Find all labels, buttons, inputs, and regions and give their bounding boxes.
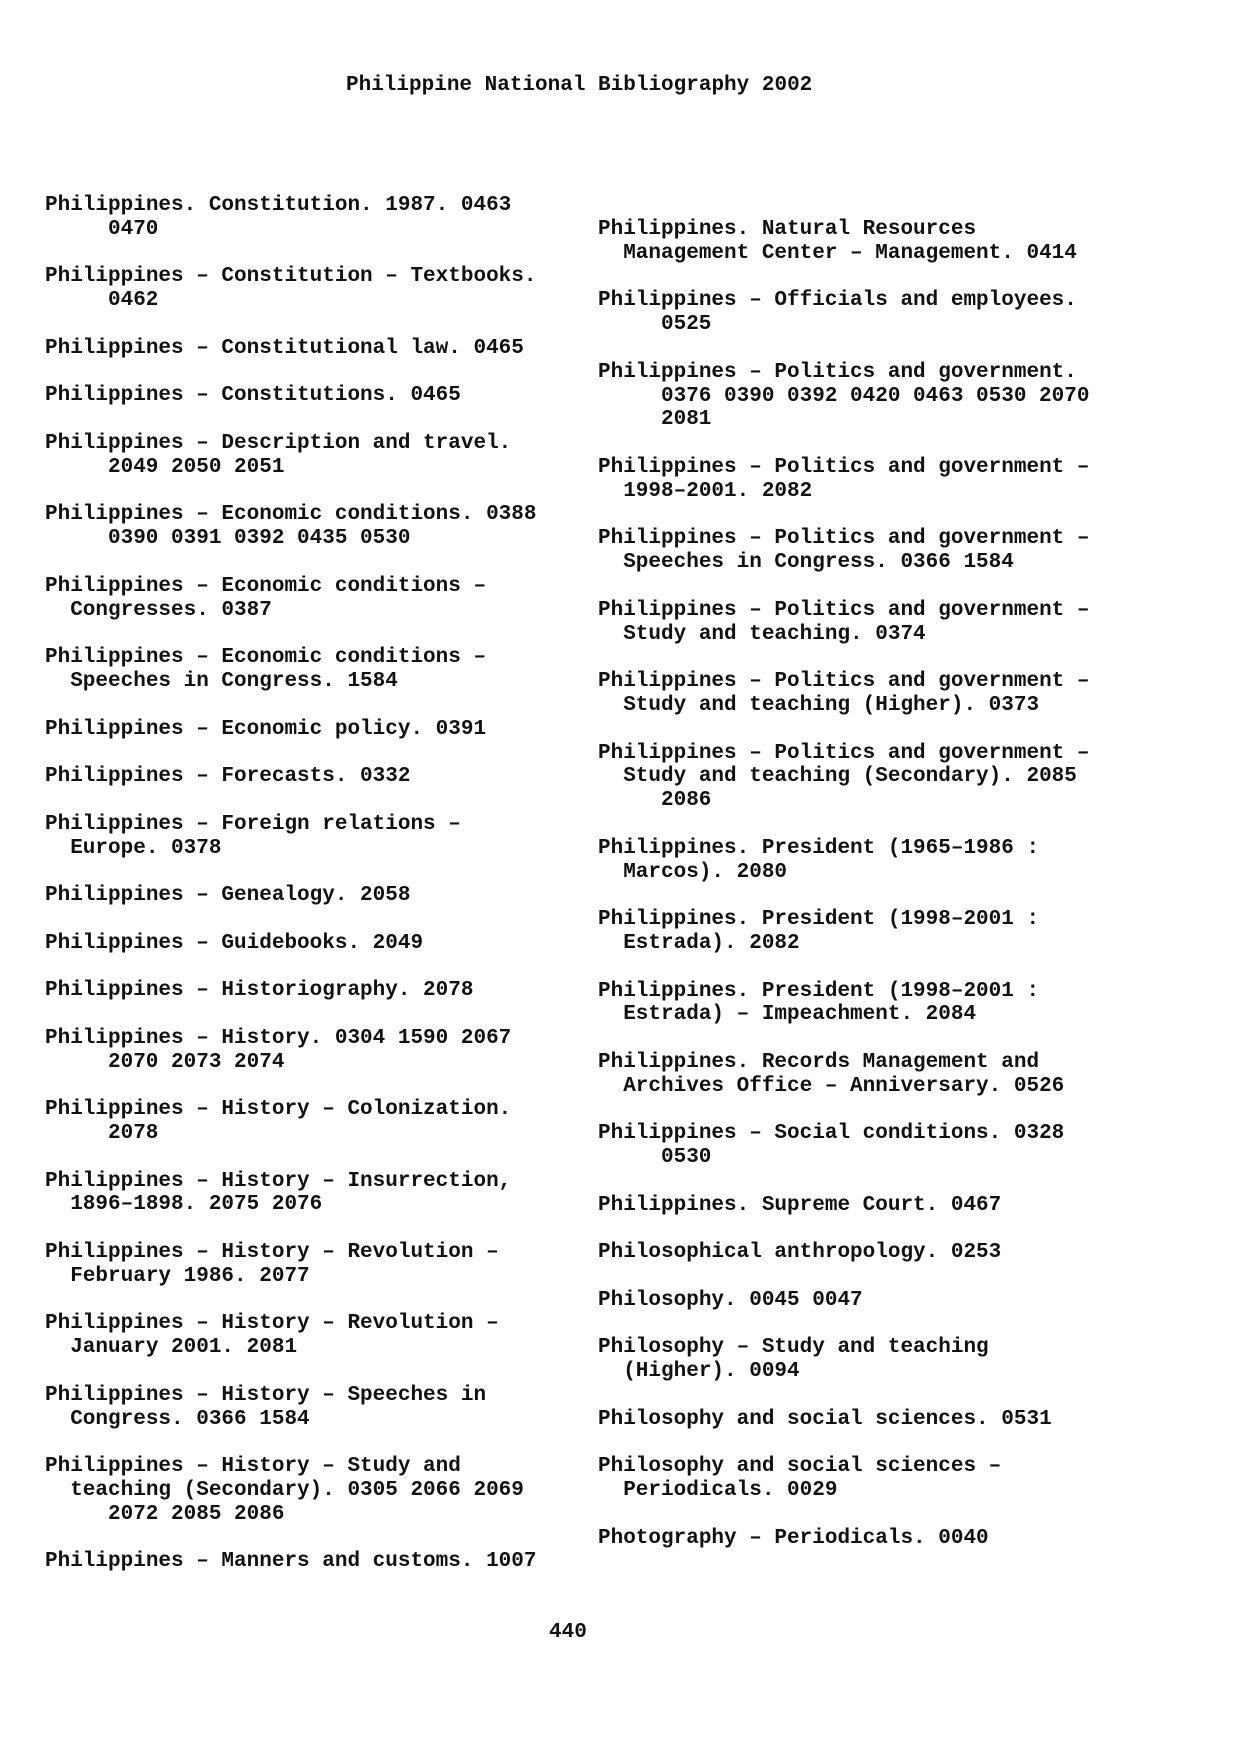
index-entry	[598, 456, 1089, 504]
entry-heading-line: Philippines – Economic conditions. 0388	[45, 503, 537, 527]
entry-heading-line: Philippines – Historiography. 2078	[45, 979, 474, 1003]
entry-continuation-line: Management Center – Management. 0414	[623, 241, 1077, 265]
index-entry	[598, 599, 1089, 647]
entry-heading-line: Philippines. President (1965–1986 :	[598, 836, 1040, 860]
entry-continuation-line: Study and teaching (Higher). 0373	[623, 693, 1040, 717]
index-entry	[45, 265, 536, 313]
index-entry	[45, 932, 536, 956]
entry-continuation-line: 0530	[661, 1146, 712, 1170]
entry-heading-line: Philippines – Constitution – Textbooks.	[45, 265, 537, 289]
entry-heading-line: Philippines – History – Speeches in	[45, 1383, 487, 1407]
index-entry	[598, 361, 1089, 432]
index-entry	[45, 1455, 536, 1526]
running-header-title: Philippine National Bibliography 2002	[346, 74, 813, 97]
index-entry	[45, 1312, 536, 1360]
entry-heading-line: Philippines. Records Management and	[598, 1050, 1040, 1074]
index-entry	[45, 1027, 536, 1075]
entry-continuation-line: (Higher). 0094	[623, 1360, 800, 1384]
index-entry	[45, 337, 536, 361]
index-entry	[45, 813, 536, 861]
index-entry	[45, 765, 536, 789]
entry-heading-line: Philippines – Economic policy. 0391	[45, 717, 487, 741]
entry-heading-line: Philippines – Constitutions. 0465	[45, 384, 461, 408]
entry-continuation-line: Speeches in Congress. 1584	[70, 669, 398, 693]
entry-continuation-line: Study and teaching. 0374	[623, 622, 926, 646]
entry-heading-line: Philippines – Forecasts. 0332	[45, 765, 411, 789]
left-column	[45, 194, 536, 1598]
entry-continuation-line: Study and teaching (Secondary). 2085	[623, 765, 1077, 789]
index-entry	[598, 980, 1089, 1028]
index-entry	[45, 884, 536, 908]
entry-heading-line: Philippines – Manners and customs. 1007	[45, 1550, 537, 1574]
index-entry	[598, 1241, 1089, 1265]
entry-heading-line: Philippines – Foreign relations –	[45, 812, 461, 836]
index-entry	[598, 1408, 1089, 1432]
entry-heading-line: Philippines – Description and travel.	[45, 431, 512, 455]
entry-heading-line: Philippines – Officials and employees.	[598, 289, 1077, 313]
entry-continuation-line: 0376 0390 0392 0420 0463 0530 2070	[661, 384, 1090, 408]
index-entry	[45, 503, 536, 551]
entry-continuation-line: 2072 2085 2086	[108, 1502, 285, 1526]
entry-heading-line: Philippines – Genealogy. 2058	[45, 884, 411, 908]
entry-heading-line: Philippines – Economic conditions –	[45, 574, 487, 598]
entry-continuation-line: 0390 0391 0392 0435 0530	[108, 527, 411, 551]
index-entry	[45, 384, 536, 408]
index-entry	[598, 1289, 1089, 1313]
entry-heading-line: Philippines – Economic conditions –	[45, 646, 487, 670]
index-entry	[598, 837, 1089, 885]
entry-heading-line: Philippines – Politics and government –	[598, 455, 1090, 479]
entry-continuation-line: Archives Office – Anniversary. 0526	[623, 1074, 1065, 1098]
index-entry	[45, 1098, 536, 1146]
index-entry	[598, 742, 1089, 813]
entry-heading-line: Philippines. President (1998–2001 :	[598, 979, 1040, 1003]
entry-heading-line: Philosophy and social sciences. 0531	[598, 1407, 1052, 1431]
index-entry	[45, 1550, 536, 1574]
index-entry	[598, 908, 1089, 956]
index-entry	[45, 1170, 536, 1218]
entry-heading-line: Philippines – Politics and government –	[598, 527, 1090, 551]
index-entry	[598, 1194, 1089, 1218]
index-entry	[598, 1122, 1089, 1170]
entry-continuation-line: Estrada). 2082	[623, 931, 800, 955]
index-entry	[45, 194, 536, 242]
entry-continuation-line: February 1986. 2077	[70, 1264, 310, 1288]
index-entry	[598, 1336, 1089, 1384]
entry-continuation-line: teaching (Secondary). 0305 2066 2069	[70, 1479, 524, 1503]
index-entry	[45, 1241, 536, 1289]
entry-continuation-line: 1896–1898. 2075 2076	[70, 1193, 323, 1217]
entry-continuation-line: 2070 2073 2074	[108, 1050, 285, 1074]
entry-heading-line: Philippines – Guidebooks. 2049	[45, 931, 424, 955]
entry-continuation-line: Periodicals. 0029	[623, 1479, 838, 1503]
entry-heading-line: Philippines. Constitution. 1987. 0463	[45, 194, 512, 217]
entry-heading-line: Photography – Periodicals. 0040	[598, 1526, 989, 1550]
entry-continuation-line: 2081	[661, 408, 712, 432]
entry-heading-line: Philippines – Politics and government –	[598, 741, 1090, 765]
entry-continuation-line: Marcos). 2080	[623, 860, 788, 884]
index-entry	[45, 646, 536, 694]
right-column	[598, 218, 1089, 1574]
entry-continuation-line: 2049 2050 2051	[108, 455, 285, 479]
entry-continuation-line: 0462	[108, 289, 159, 313]
index-entry	[45, 718, 536, 742]
entry-heading-line: Philippines – History – Colonization.	[45, 1098, 512, 1122]
index-entry	[45, 432, 536, 480]
entry-continuation-line: 1998–2001. 2082	[623, 479, 813, 503]
entry-continuation-line: Congresses. 0387	[70, 598, 272, 622]
index-entry	[45, 1384, 536, 1432]
entry-continuation-line: Congress. 0366 1584	[70, 1407, 310, 1431]
index-entry	[598, 1527, 1089, 1551]
entry-continuation-line: Europe. 0378	[70, 836, 222, 860]
index-entry	[598, 218, 1089, 266]
index-entry	[598, 670, 1089, 718]
index-entry	[45, 575, 536, 623]
entry-heading-line: Philippines – Politics and government –	[598, 598, 1090, 622]
entry-heading-line: Philippines – Politics and government.	[598, 360, 1077, 384]
entry-heading-line: Philippines. President (1998–2001 :	[598, 908, 1040, 932]
index-entry	[45, 979, 536, 1003]
entry-continuation-line: 2078	[108, 1122, 159, 1146]
entry-heading-line: Philosophy. 0045 0047	[598, 1288, 863, 1312]
page-number: 440	[549, 1621, 587, 1644]
entry-heading-line: Philippines – Social conditions. 0328	[598, 1122, 1065, 1146]
entry-continuation-line: 0525	[661, 313, 712, 337]
entry-heading-line: Philippines. Natural Resources	[598, 218, 977, 241]
entry-heading-line: Philippines – Politics and government –	[598, 670, 1090, 694]
entry-heading-line: Philippines – History – Study and	[45, 1455, 461, 1479]
entry-heading-line: Philosophical anthropology. 0253	[598, 1241, 1002, 1265]
entry-heading-line: Philippines – Constitutional law. 0465	[45, 336, 524, 360]
entry-heading-line: Philosophy and social sciences –	[598, 1455, 1002, 1479]
entry-heading-line: Philippines. Supreme Court. 0467	[598, 1193, 1002, 1217]
entry-heading-line: Philippines – History. 0304 1590 2067	[45, 1026, 512, 1050]
entry-heading-line: Philippines – History – Insurrection,	[45, 1169, 512, 1193]
entry-heading-line: Philosophy – Study and teaching	[598, 1336, 989, 1360]
index-entry	[598, 527, 1089, 575]
entry-heading-line: Philippines – History – Revolution –	[45, 1312, 499, 1336]
entry-continuation-line: 0470	[108, 217, 159, 241]
entry-heading-line: Philippines – History – Revolution –	[45, 1241, 499, 1265]
entry-continuation-line: 2086	[661, 789, 712, 813]
entry-continuation-line: Speeches in Congress. 0366 1584	[623, 551, 1014, 575]
entry-continuation-line: January 2001. 2081	[70, 1336, 298, 1360]
index-entry	[598, 289, 1089, 337]
entry-continuation-line: Estrada) – Impeachment. 2084	[623, 1003, 977, 1027]
index-entry	[598, 1051, 1089, 1099]
index-entry	[598, 1455, 1089, 1503]
